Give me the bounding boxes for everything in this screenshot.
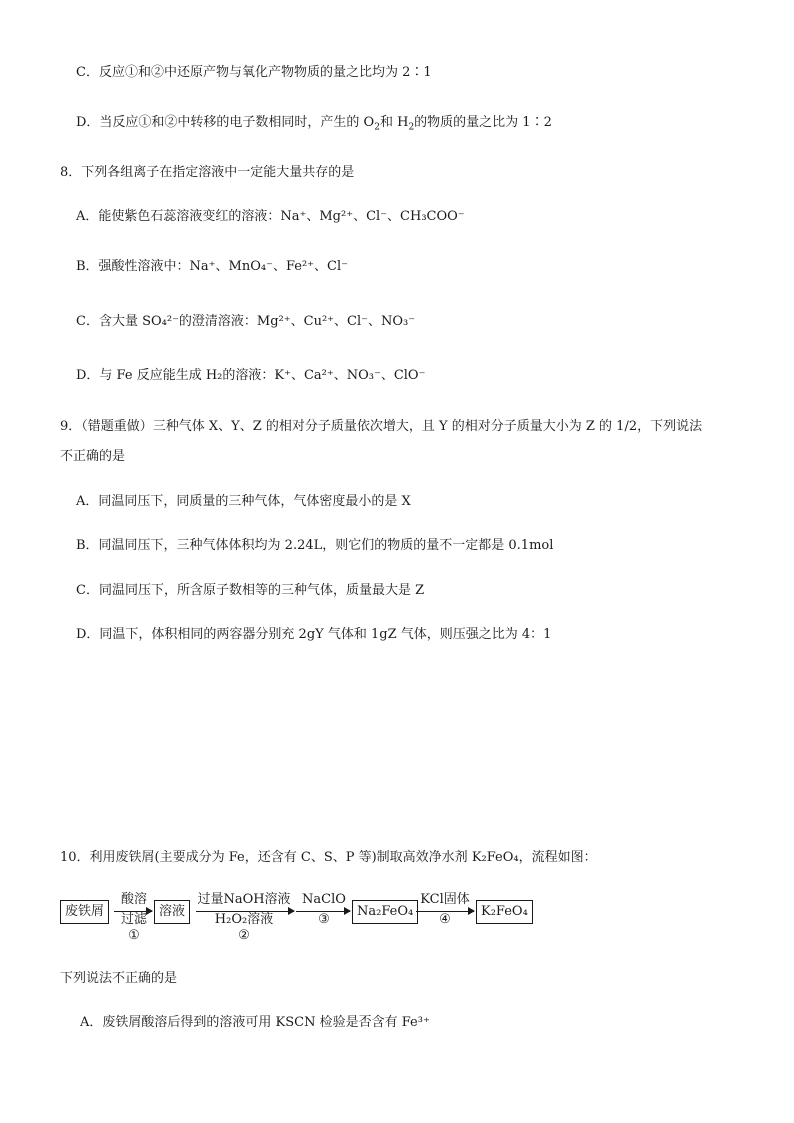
q10-option-a: A．废铁屑酸溶后得到的溶液可用 KSCN 检验是否含有 Fe³⁺ (80, 1015, 430, 1030)
q7-option-c: C．反应①和②中还原产物与氧化产物物质的量之比均为 2∶1 (76, 65, 432, 80)
q9-stem-line2: 不正确的是 (60, 449, 126, 464)
flow-step1-number: ① (128, 928, 140, 943)
q9-option-a: A．同温同压下，同质量的三种气体，气体密度最小的是 X (76, 494, 411, 509)
q8-option-b: B．强酸性溶液中：Na⁺、MnO₄⁻、Fe²⁺、Cl⁻ (76, 259, 348, 274)
subscript-2: 2 (408, 122, 415, 133)
flow-step3-top-label: NaClO (302, 892, 346, 907)
q9-stem-line1: 9．（错题重做）三种气体 X、Y、Z 的相对分子质量依次增大，且 Y 的相对分子质量大小为 Z 的 1/2，下列说法 (60, 419, 703, 434)
q8-option-d: D．与 Fe 反应能生成 H₂的溶液：K⁺、Ca²⁺、NO₃⁻、ClO⁻ (76, 368, 426, 383)
q10-stem: 10．利用废铁屑(主要成分为 Fe，还含有 C、S、P 等)制取高效净水剂 K₂FeO₄，流程如图： (60, 850, 597, 865)
q8-option-c: C．含大量 SO₄²⁻的澄清溶液：Mg²⁺、Cu²⁺、Cl⁻、NO₃⁻ (76, 314, 416, 329)
flow-step1-bottom-label: 过滤 (120, 912, 147, 927)
q7-option-d (76, 114, 552, 132)
flow-step1-top-label: 酸溶 (120, 892, 147, 907)
flow-box-solution: 溶液 (154, 900, 190, 924)
q9-option-b: B．同温同压下，三种气体体积均为 2.24L，则它们的物质的量不一定都是 0.1mol (76, 538, 554, 553)
subscript-2: 2 (374, 122, 380, 133)
flow-step3-number: ③ (318, 912, 330, 927)
flow-step4-number: ④ (439, 912, 451, 927)
q8-stem: 8．下列各组离子在指定溶液中一定能大量共存的是 (60, 165, 355, 180)
flow-step4-top-label: KCl固体 (420, 892, 470, 907)
q9-option-d: D．同温下，体积相同的两容器分别充 2gY 气体和 1gZ 气体，则压强之比为 4：1 (76, 627, 552, 642)
flow-step2-bottom-label: H₂O₂溶液 (214, 912, 274, 927)
q7-option-d-part3: 的物质的量之比为 1∶2 (414, 115, 552, 130)
flow-box-sodium-ferrate: Na₂FeO₄ (352, 900, 418, 924)
flow-box-scrap-iron: 废铁屑 (60, 900, 109, 924)
process-flow-diagram (60, 888, 540, 950)
q8-option-a: A．能使紫色石蕊溶液变红的溶液：Na⁺、Mg²⁺、Cl⁻、CH₃COO⁻ (76, 209, 465, 224)
flow-step2-number: ② (238, 928, 250, 943)
flow-box-potassium-ferrate: K₂FeO₄ (476, 900, 533, 924)
q7-option-d-part2: 和 H (379, 115, 409, 130)
flow-step2-top-label: 过量NaOH溶液 (197, 892, 291, 907)
q9-option-c: C．同温同压下，所含原子数相等的三种气体，质量最大是 Z (76, 583, 425, 598)
q7-option-d-part1: D．当反应①和②中转移的电子数相同时，产生的 O (76, 115, 375, 130)
q10-question: 下列说法不正确的是 (60, 971, 178, 986)
